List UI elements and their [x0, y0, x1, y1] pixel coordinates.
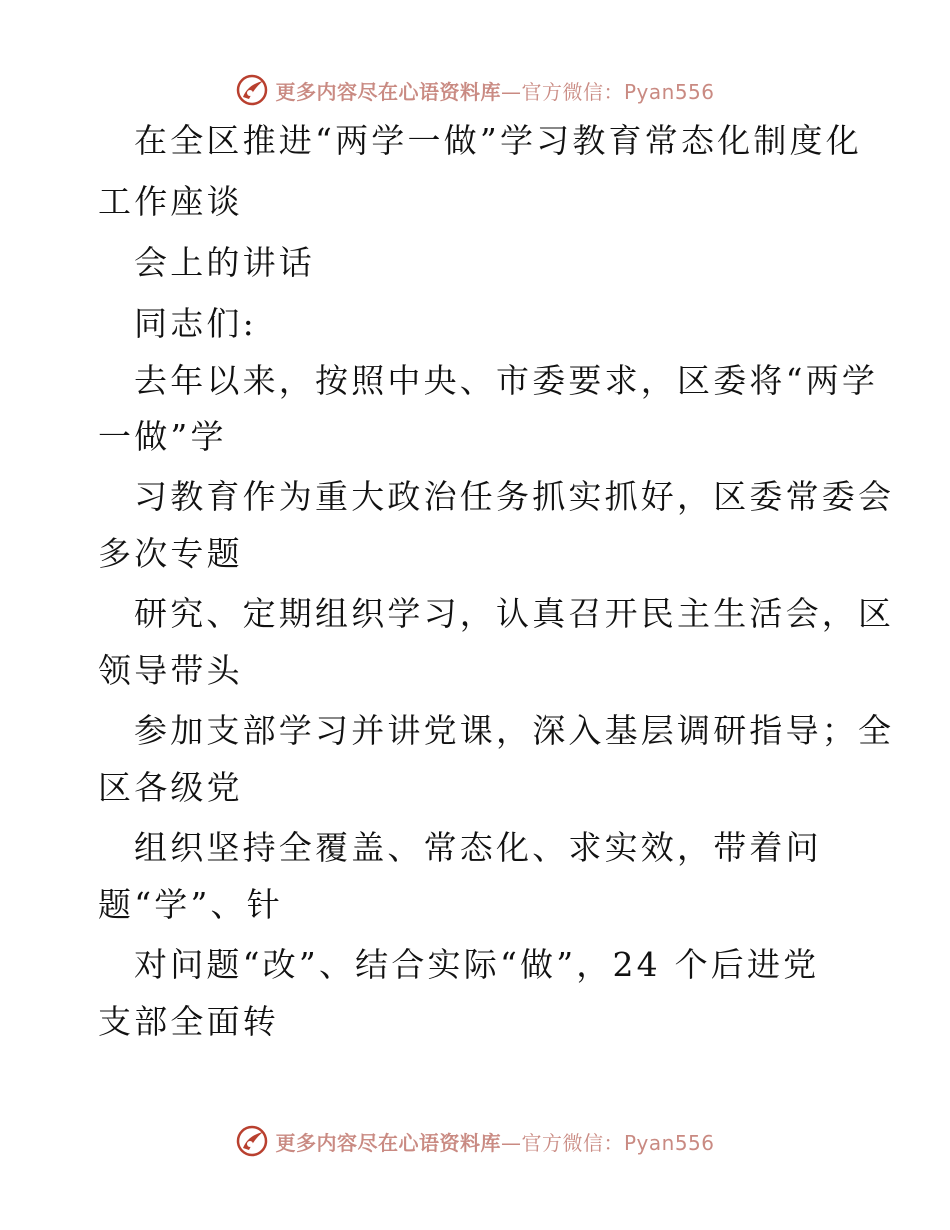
wechat-id: Pyan556	[623, 1130, 715, 1155]
text-line: 去年以来，按照中央、市委要求，区委将“两学	[134, 361, 879, 400]
text-line: 一做”学	[98, 417, 227, 456]
brand-text: 更多内容尽在心语资料库	[275, 79, 501, 104]
text-line: 支部全面转	[98, 1002, 279, 1041]
text-line: 领导带头	[98, 651, 243, 690]
text-line: 题“学”、针	[98, 885, 283, 924]
text-line: 参加支部学习并讲党课，深入基层调研指导；全	[134, 711, 895, 750]
brand-dash: —	[500, 79, 522, 104]
brand-text: 更多内容尽在心语资料库	[275, 1130, 501, 1155]
text-line: 工作座谈	[98, 182, 243, 221]
brand-logo-icon	[235, 73, 269, 107]
text-line: 组织坚持全覆盖、常态化、求实效，带着问	[134, 828, 822, 867]
text-line: 区各级党	[98, 768, 243, 807]
text-line: 习教育作为重大政治任务抓实抓好，区委常委会	[134, 477, 895, 516]
brand-logo-icon	[235, 1124, 269, 1158]
text-line: 会上的讲话	[134, 243, 315, 282]
text-line: 研究、定期组织学习，认真召开民主生活会，区	[134, 594, 895, 633]
wechat-label: 官方微信：	[521, 1130, 624, 1155]
brand-dash: —	[500, 1130, 522, 1155]
text-line: 对问题“改”、结合实际“做”，24 个后进党	[134, 945, 820, 984]
text-line: 同志们:	[134, 304, 257, 343]
watermark-header	[0, 70, 950, 110]
watermark-footer	[0, 1121, 950, 1161]
text-line: 多次专题	[98, 534, 243, 573]
text-line: 在全区推进“两学一做”学习教育常态化制度化	[134, 121, 862, 160]
wechat-id: Pyan556	[623, 79, 715, 104]
wechat-label: 官方微信：	[521, 79, 624, 104]
